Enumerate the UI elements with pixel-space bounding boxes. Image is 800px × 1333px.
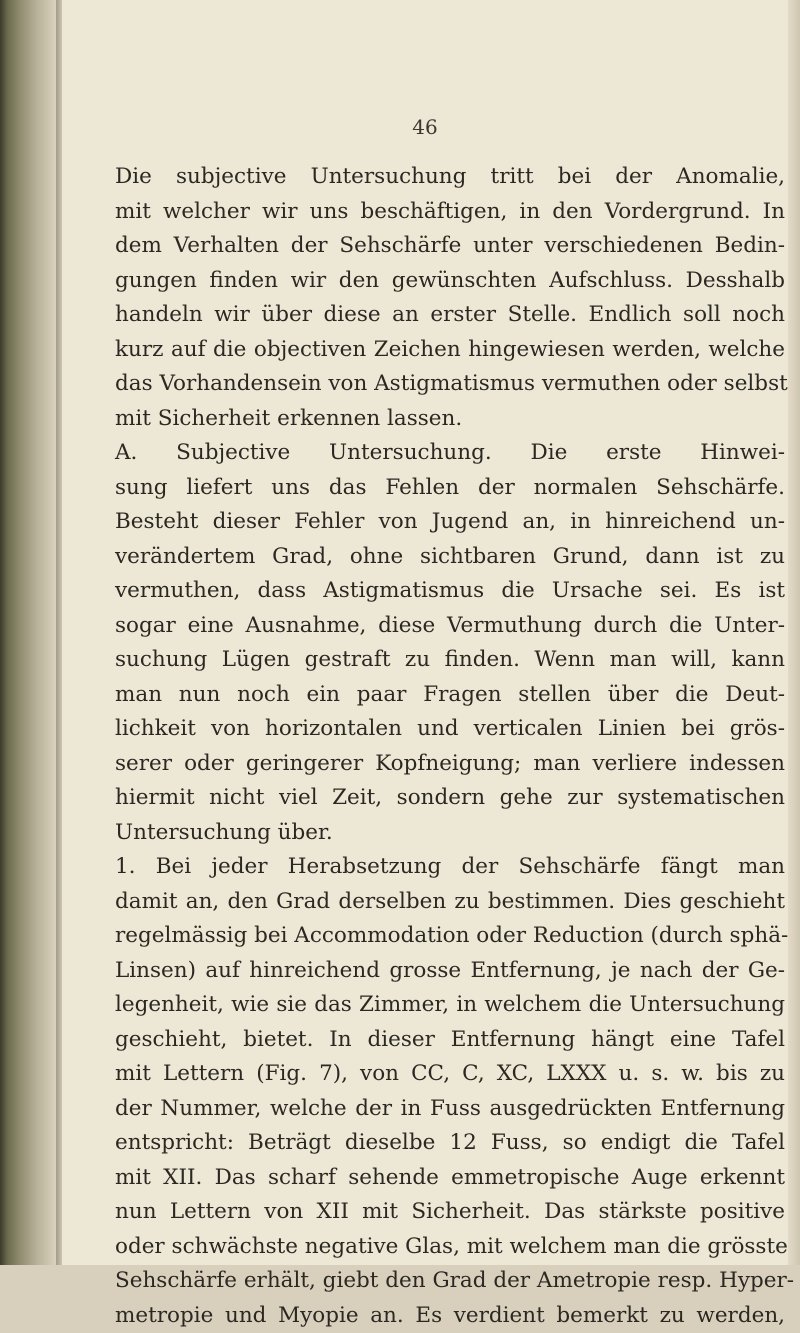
text-line: gungen finden wir den gewünschten Aufschluss. Desshalb <box>115 264 785 299</box>
text-line: regelmässig bei Accommodation oder Reduction (durch sphä- <box>115 919 785 954</box>
text-line: vermuthen, dass Astigmatismus die Ursache sei. Es ist <box>115 574 785 609</box>
page-right-edge <box>788 0 800 1265</box>
text-line: metropie und Myopie an. Es verdient bemerkt zu werden, <box>115 1299 785 1333</box>
text-line: Die subjective Untersuchung tritt bei der Anomalie, <box>115 160 785 195</box>
text-line: legenheit, wie sie das Zimmer, in welchem die Untersuchung <box>115 988 785 1023</box>
text-line: man nun noch ein paar Fragen stellen über die Deut- <box>115 678 785 713</box>
text-line: sung liefert uns das Fehlen der normalen Sehschärfe. <box>115 471 785 506</box>
text-line: sogar eine Ausnahme, diese Vermuthung durch die Unter- <box>115 609 785 644</box>
text-line: handeln wir über diese an erster Stelle. Endlich soll noch <box>115 298 785 333</box>
text-line: mit XII. Das scharf sehende emmetropische Auge erkennt <box>115 1161 785 1196</box>
text-line: entspricht: Beträgt dieselbe 12 Fuss, so endigt die Tafel <box>115 1126 785 1161</box>
section-heading-line: A. Subjective Untersuchung. Die erste Hinwei- <box>115 436 785 471</box>
text-line: dem Verhalten der Sehschärfe unter verschiedenen Bedin- <box>115 229 785 264</box>
text-line: mit welcher wir uns beschäftigen, in den Vordergrund. In <box>115 195 785 230</box>
text-line: hiermit nicht viel Zeit, sondern gehe zur systematischen <box>115 781 785 816</box>
text-line: Sehschärfe erhält, giebt den Grad der Ametropie resp. Hyper- <box>115 1264 785 1299</box>
text-line: oder schwächste negative Glas, mit welchem man die grösste <box>115 1230 785 1265</box>
text-line: mit Lettern (Fig. 7), von CC, C, XC, LXXX u. s. w. bis zu <box>115 1057 785 1092</box>
text-line: der Nummer, welche der in Fuss ausgedrückten Entfernung <box>115 1092 785 1127</box>
text-line: verändertem Grad, ohne sichtbaren Grund, dann ist zu <box>115 540 785 575</box>
book-gutter <box>0 0 62 1265</box>
text-line: nun Lettern von XII mit Sicherheit. Das stärkste positive <box>115 1195 785 1230</box>
text-line: damit an, den Grad derselben zu bestimmen. Dies geschieht <box>115 885 785 920</box>
text-line: das Vorhandensein von Astigmatismus vermuthen oder selbst <box>115 367 785 402</box>
page-number: 46 <box>62 115 788 139</box>
text-line: Untersuchung über. <box>115 816 785 851</box>
text-line: 1. Bei jeder Herabsetzung der Sehschärfe fängt man <box>115 850 785 885</box>
text-line: suchung Lügen gestraft zu finden. Wenn man will, kann <box>115 643 785 678</box>
text-line: Linsen) auf hinreichend grosse Entfernung, je nach der Ge- <box>115 954 785 989</box>
text-line: Besteht dieser Fehler von Jugend an, in hinreichend un- <box>115 505 785 540</box>
text-line: kurz auf die objectiven Zeichen hingewiesen werden, welche <box>115 333 785 368</box>
text-line: geschieht, bietet. In dieser Entfernung hängt eine Tafel <box>115 1023 785 1058</box>
text-line: lichkeit von horizontalen und verticalen Linien bei grös- <box>115 712 785 747</box>
text-line: mit Sicherheit erkennen lassen. <box>115 402 785 437</box>
text-line: serer oder geringerer Kopfneigung; man verliere indessen <box>115 747 785 782</box>
body-text <box>115 160 785 1333</box>
